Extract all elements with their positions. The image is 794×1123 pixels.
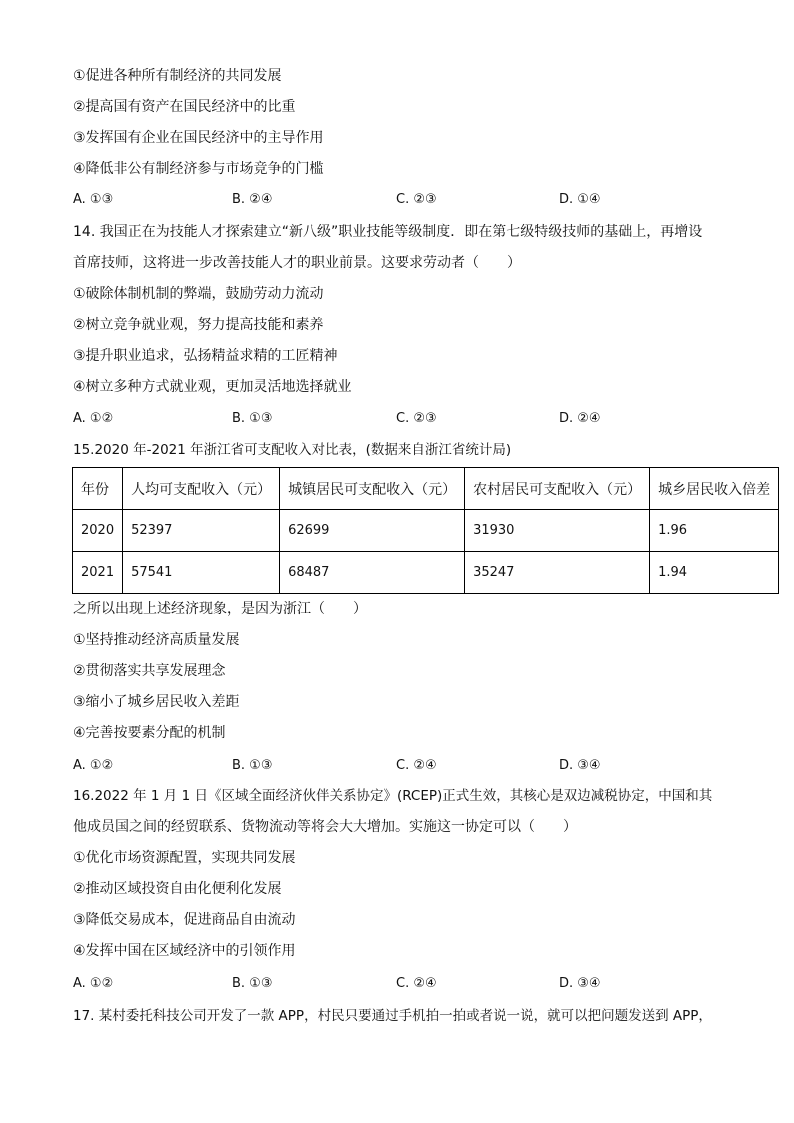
q14-option-c: C. ②③ [396,411,437,426]
q15-option-a: A. ①② [73,758,114,773]
q13-option-b: B. ②④ [232,192,273,207]
q14-stem-line-1: 14. 我国正在为技能人才探索建立“新八级”职业技能等级制度．即在第七级特级技师的基础上，再增设 [73,224,703,240]
q13-option-a: A. ①③ [73,192,114,207]
table-header-cell: 城乡居民收入倍差 [650,468,779,510]
q16-item-2: ②推动区域投资自由化便利化发展 [73,881,282,897]
q14-item-3: ③提升职业追求，弘扬精益求精的工匠精神 [73,348,338,364]
table-header-cell: 人均可支配收入（元） [123,468,280,510]
q15-option-d: D. ③④ [559,758,601,773]
q13-item-1: ①促进各种所有制经济的共同发展 [73,68,282,84]
table-header-cell: 年份 [73,468,123,510]
q13-item-3: ③发挥国有企业在国民经济中的主导作用 [73,130,324,146]
table-row [73,510,779,552]
q16-option-b: B. ①③ [232,976,273,991]
table-row [73,552,779,594]
q16-option-a: A. ①② [73,976,114,991]
table-cell: 52397 [123,510,280,552]
q15-stem: 15.2020 年-2021 年浙江省可支配收入对比表，(数据来自浙江省统计局) [73,442,512,458]
q14-item-2: ②树立竞争就业观，努力提高技能和素养 [73,317,324,333]
table-cell: 35247 [465,552,650,594]
q15-item-2: ②贯彻落实共享发展理念 [73,663,226,679]
q16-stem-line-2: 他成员国之间的经贸联系、货物流动等将会大大增加。实施这一协定可以（ ） [73,819,577,835]
q13-option-c: C. ②③ [396,192,437,207]
q16-item-1: ①优化市场资源配置，实现共同发展 [73,850,296,866]
q14-option-b: B. ①③ [232,411,273,426]
table-cell: 2020 [73,510,123,552]
q14-option-a: A. ①② [73,411,114,426]
q16-option-d: D. ③④ [559,976,601,991]
table-header-row [73,468,779,510]
table-cell: 2021 [73,552,123,594]
q15-question: 之所以出现上述经济现象，是因为浙江（ ） [73,601,367,617]
q13-option-d: D. ①④ [559,192,601,207]
q16-stem-line-1: 16.2022 年 1 月 1 日《区域全面经济伙伴关系协定》(RCEP)正式生效，其核心是双边减税协定，中国和其 [73,788,713,804]
table-cell: 31930 [465,510,650,552]
q14-stem-line-2: 首席技师，这将进一步改善技能人才的职业前景。这要求劳动者（ ） [73,255,521,271]
table-cell: 1.96 [650,510,779,552]
table-cell: 68487 [280,552,465,594]
q15-item-4: ④完善按要素分配的机制 [73,725,226,741]
q14-item-1: ①破除体制机制的弊端，鼓励劳动力流动 [73,286,324,302]
q15-option-c: C. ②④ [396,758,437,773]
q15-option-b: B. ①③ [232,758,273,773]
q14-option-d: D. ②④ [559,411,601,426]
q15-item-1: ①坚持推动经济高质量发展 [73,632,240,648]
q13-item-2: ②提高国有资产在国民经济中的比重 [73,99,296,115]
q17-stem-line-1: 17. 某村委托科技公司开发了一款 APP，村民只要通过手机拍一拍或者说一说，就可以把问题发送到 APP， [73,1008,712,1024]
table-header-cell: 城镇居民可支配收入（元） [280,468,465,510]
table-cell: 57541 [123,552,280,594]
q16-option-c: C. ②④ [396,976,437,991]
q16-item-3: ③降低交易成本，促进商品自由流动 [73,912,296,928]
q14-item-4: ④树立多种方式就业观，更加灵活地选择就业 [73,379,352,395]
q13-item-4: ④降低非公有制经济参与市场竞争的门槛 [73,161,324,177]
table-header-cell: 农村居民可支配收入（元） [465,468,650,510]
income-comparison-table [72,467,779,594]
table-cell: 1.94 [650,552,779,594]
table-cell: 62699 [280,510,465,552]
q16-item-4: ④发挥中国在区域经济中的引领作用 [73,943,296,959]
q15-item-3: ③缩小了城乡居民收入差距 [73,694,240,710]
